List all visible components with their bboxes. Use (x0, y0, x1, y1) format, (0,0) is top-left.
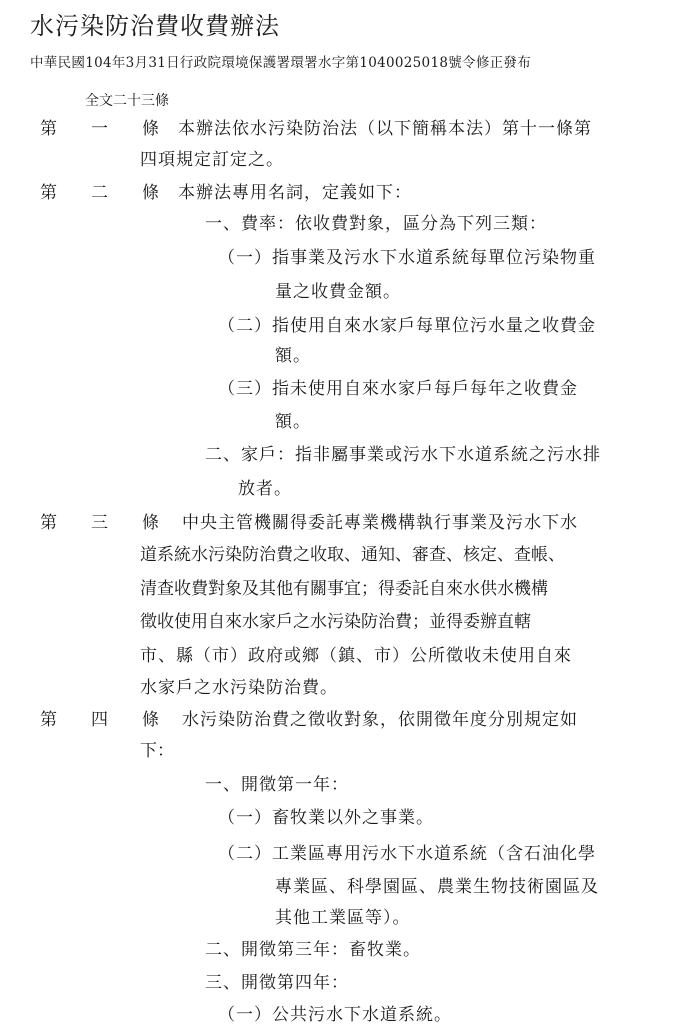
article-2-item-1: 一、費率：依收費對象，區分為下列三類： (205, 214, 547, 234)
article-2-subitem-2-cont: 額。 (275, 346, 311, 366)
article-1-label: 第 一 條 (40, 119, 159, 139)
promulgation-info: 中華民國104年3月31日行政院環境保護署環署水字第1040025018號令修正發布 (30, 55, 532, 71)
total-articles: 全文二十三條 (85, 93, 169, 109)
article-2-subitem-2: （二）指使用自來水家戶每單位污水量之收費金 (218, 316, 596, 336)
article-4-item-2: 二、開徵第三年：畜牧業。 (205, 940, 421, 960)
article-2-subitem-3: （三）指未使用自來水家戶每戶每年之收費金 (218, 379, 578, 399)
article-2-subitem-1: （一）指事業及污水下水道系統每單位污染物重 (218, 248, 596, 268)
article-1-line: 四項規定訂定之。 (140, 150, 284, 170)
article-4-line: 下： (140, 741, 174, 761)
article-3-label: 第 三 條 (40, 513, 159, 533)
article-4-line: 水污染防治費之徵收對象，依開徵年度分別規定如 (182, 710, 578, 730)
article-3-line: 徵收使用自來水家戶之水污染防治費；並得委辦直轄 (140, 612, 531, 632)
document-title: 水污染防治費收費辦法 (30, 12, 280, 40)
article-3-line: 道系統水污染防治費之收取、通知、審查、核定、查帳、 (140, 545, 565, 565)
article-4-item-1: 一、開徵第一年： (205, 775, 349, 795)
article-4-label: 第 四 條 (40, 710, 159, 730)
article-2-label: 第 二 條 (40, 183, 159, 203)
article-2-subitem-1-cont: 量之收費金額。 (275, 282, 401, 302)
article-2-item-2-cont: 放者。 (238, 479, 292, 499)
article-3-line: 中央主管機關得委託專業機構執行事業及污水下水 (182, 513, 578, 533)
article-2-line: 本辦法專用名詞，定義如下： (178, 183, 412, 203)
article-2-subitem-3-cont: 額。 (275, 412, 311, 432)
article-4-subitem-2-cont: 專業區、科學園區、農業生物技術園區及 (275, 877, 599, 897)
article-4-subitem-2-cont: 其他工業區等）。 (275, 908, 411, 928)
article-1-line: 本辦法依水污染防治法（以下簡稱本法）第十一條第 (178, 119, 592, 139)
article-4-subitem-3: （一）公共污水下水道系統。 (218, 1005, 452, 1025)
article-3-line: 市、縣（市）政府或鄉（鎮、市）公所徵收未使用自來 (140, 646, 572, 666)
article-4-subitem-2: （二）工業區專用污水下水道系統（含石油化學 (218, 844, 596, 864)
article-3-line: 清查收費對象及其他有關事宜；得委託自來水供水機構 (140, 579, 548, 599)
article-3-line: 水家戶之水污染防治費。 (140, 678, 338, 698)
article-2-item-2: 二、家戶：指非屬事業或污水下水道系統之污水排 (205, 445, 601, 465)
article-4-subitem-1: （一）畜牧業以外之事業。 (218, 808, 434, 828)
article-4-item-3: 三、開徵第四年： (205, 973, 349, 993)
